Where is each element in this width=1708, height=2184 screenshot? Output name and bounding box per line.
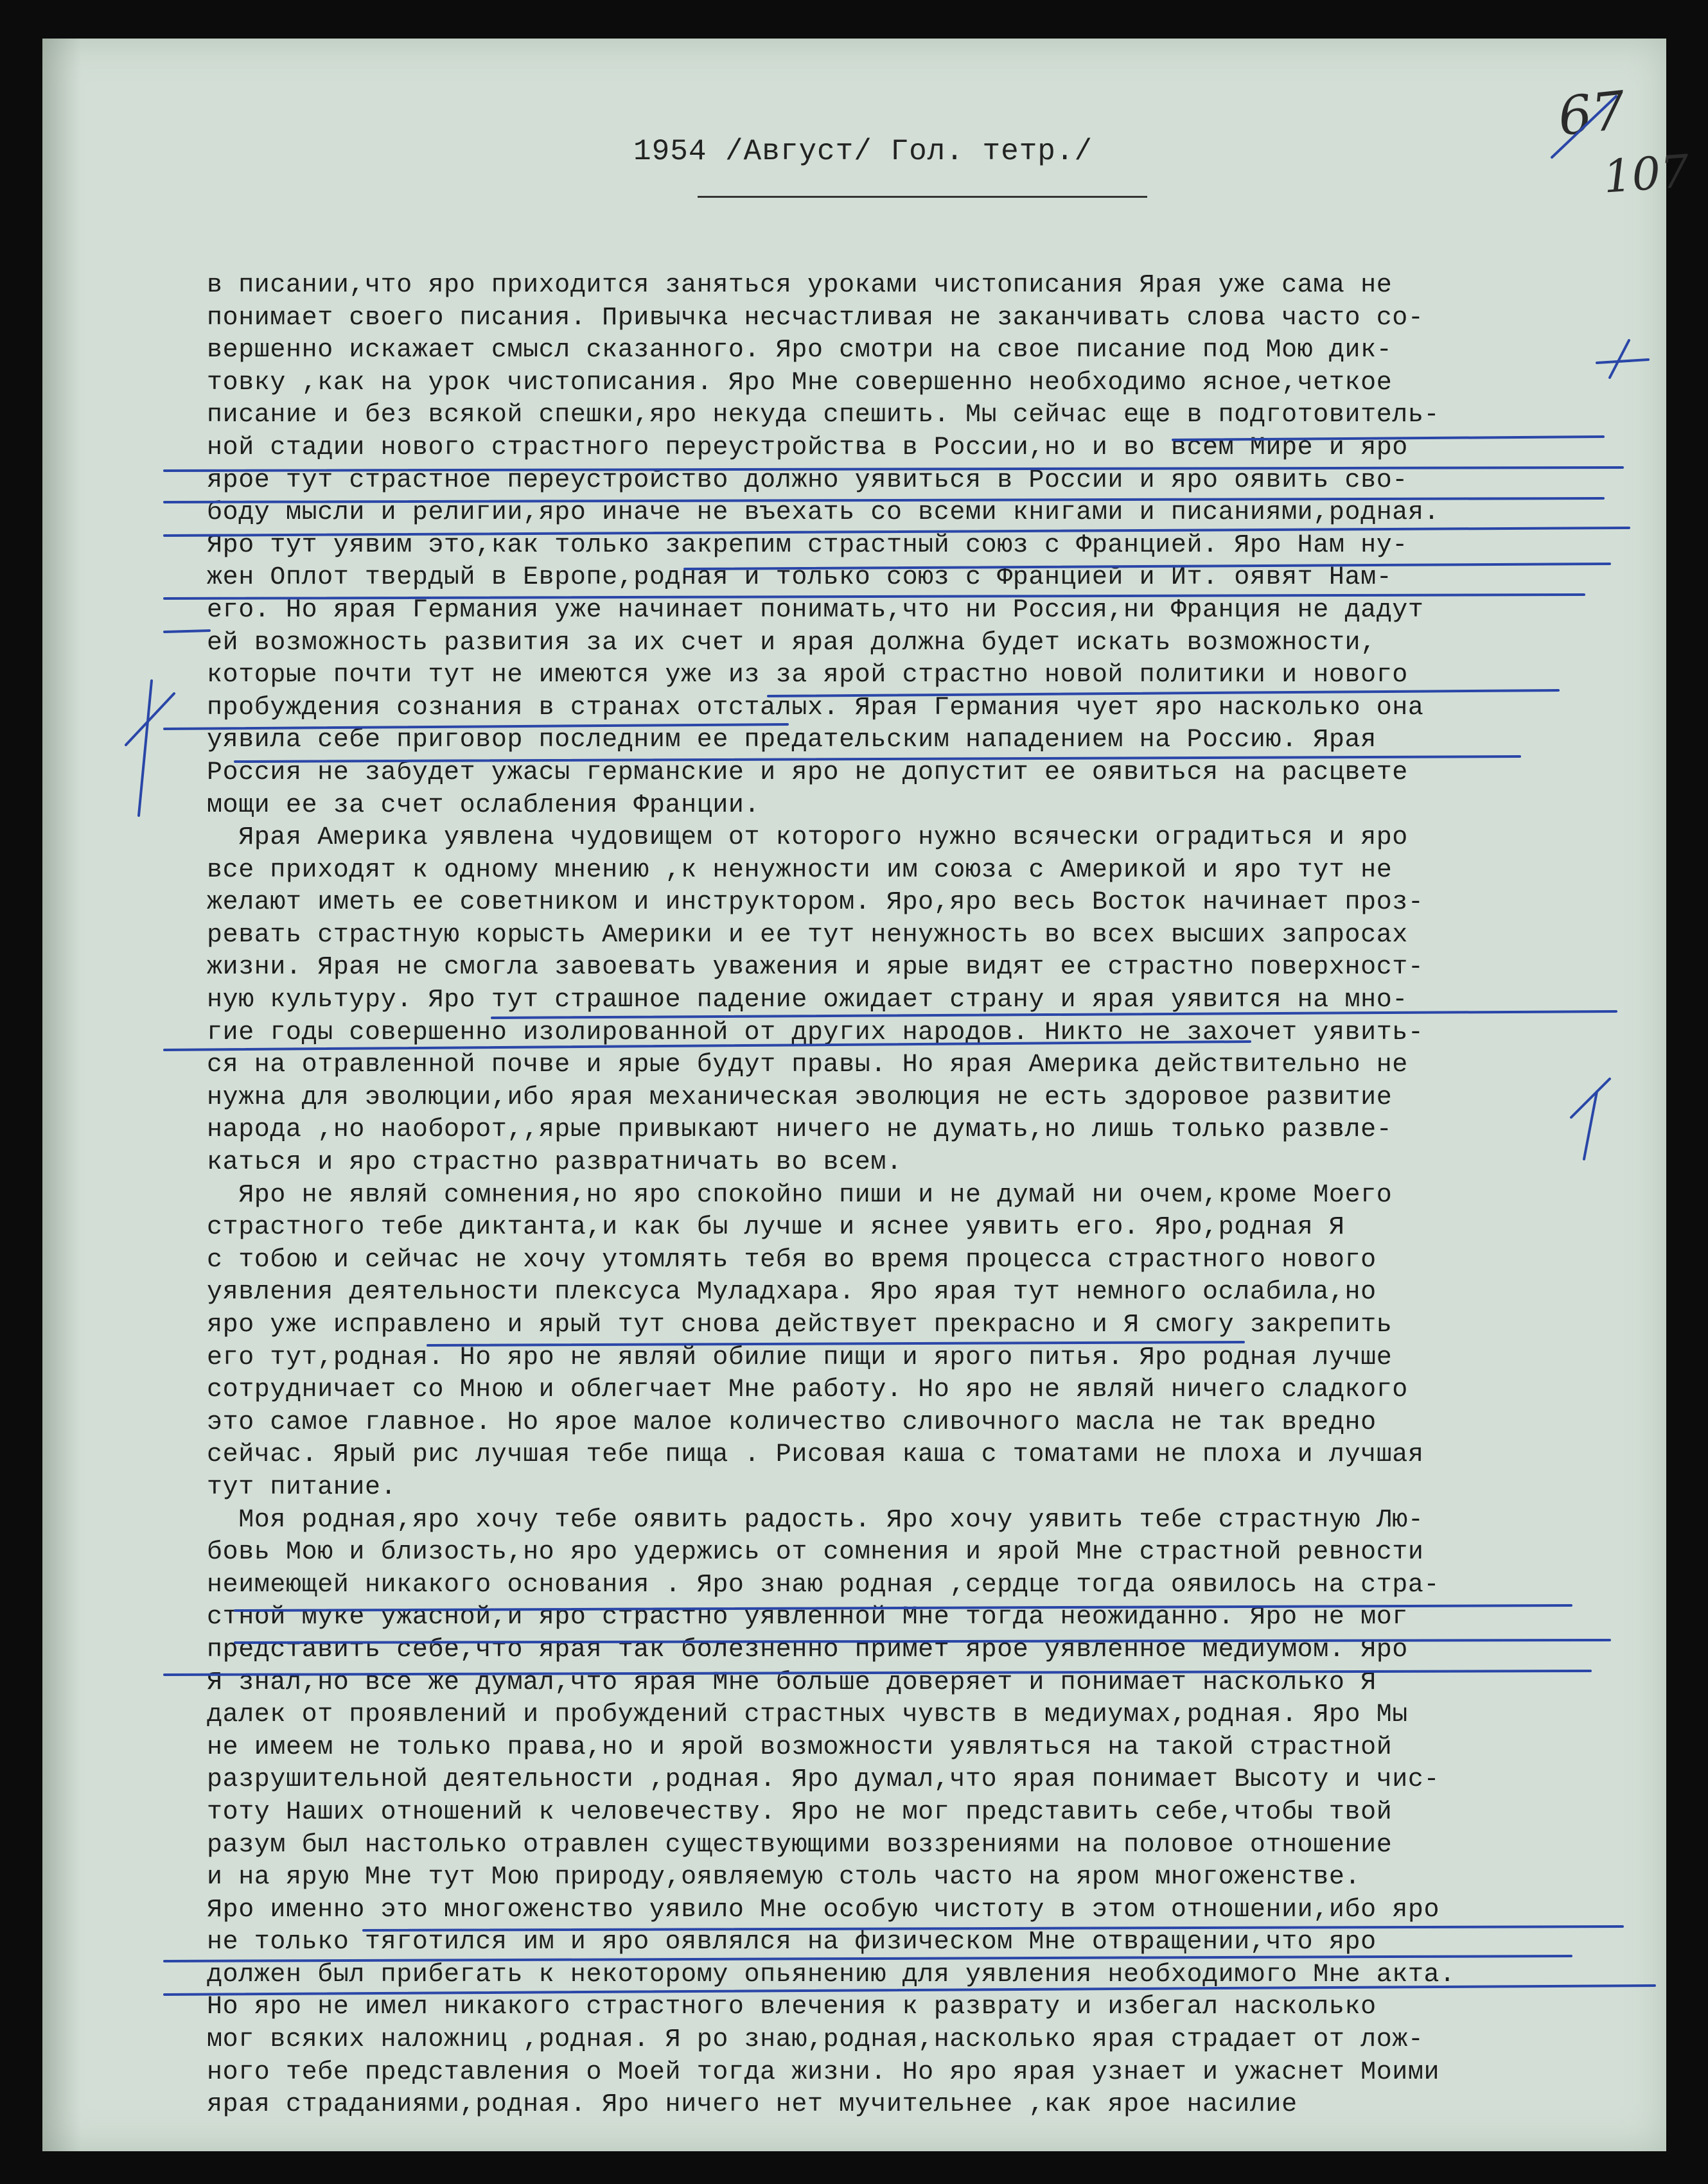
text-line: представить себе,что ярая так болезненно примет ярое уявленное медиумом. Яро <box>207 1635 1408 1664</box>
typed-text-body <box>207 270 1684 2122</box>
text-line: жен Оплот твердый в Европе,родная и только союз с Францией и Ит. оявят Нам- <box>207 563 1393 593</box>
text-line: нужна для эволюции,ибо ярая механическая эволюция не есть здоровое развитие <box>207 1083 1393 1112</box>
text-line: писание и без всякой спешки,яро некуда спешить. Мы сейчас еще в подготовитель- <box>207 401 1440 430</box>
text-line: желают иметь ее советником и инструктором. Яро,яро весь Восток начинает проз- <box>207 888 1424 918</box>
text-line: ярая страданиями,родная. Яро ничего нет мучительнее ,как ярое насилие <box>207 2090 1298 2120</box>
text-line: должен был прибегать к некоторому опьянению для уявления необходимого Мне акта. <box>207 1960 1456 1989</box>
text-line: сейчас. Ярый рис лучшая тебе пища . Рисовая каша с томатами не плоха и лучшая <box>207 1440 1424 1470</box>
text-line: тут питание. <box>207 1472 397 1502</box>
text-line: гие годы совершенно изолированной от других народов. Никто не захочет уявить- <box>207 1018 1424 1047</box>
handwritten-folio-crossed: 67 <box>1555 80 1629 148</box>
text-line: мощи ее за счет ослабления Франции. <box>207 791 761 820</box>
text-line: ного тебе представления о Моей тогда жизни. Но яро ярая узнает и ужаснет Моими <box>207 2057 1440 2087</box>
text-line: далек от проявлений и пробуждений страстных чувств в медиумах,родная. Яро Мы <box>207 1700 1408 1730</box>
text-line: в писании,что яро приходится заняться уроками чистописания Ярая уже сама не <box>207 271 1393 300</box>
text-line: разрушительной деятельности ,родная. Яро думал,что ярая понимает Высоту и чис- <box>207 1765 1440 1795</box>
text-line: ревать страстную корысть Америки и ее тут ненужность во всех высших запросах <box>207 920 1408 950</box>
text-line: с тобою и сейчас не хочу утомлять тебя во время процесса страстного нового <box>207 1245 1377 1275</box>
document-page <box>42 39 1691 2151</box>
text-line: бовь Мою и близость,но яро удержись от сомнения и ярой Мне страстной ревности <box>207 1538 1424 1568</box>
text-line: боду мысли и религии,яро иначе не въехать со всеми книгами и писаниями,родная. <box>207 498 1440 528</box>
text-line: сотрудничает со Мною и облегчает Мне работу. Но яро не являй ничего сладкого <box>207 1376 1408 1405</box>
page-shadow <box>42 39 81 2151</box>
handwritten-folio: 107 <box>1601 144 1691 204</box>
text-line: уявления деятельности плексуса Муладхара. Яро ярая тут немного ослабила,но <box>207 1278 1377 1307</box>
text-line: стной муке ужасной,и яро страстно уявленной Мне тогда неожиданно. Яро не мог <box>207 1603 1408 1632</box>
text-line: мог всяких наложниц ,родная. Я ро знаю,родная,насколько ярая страдает от лож- <box>207 2025 1424 2055</box>
text-line: народа ,но наоборот,,ярые привыкают ничего не думать,но лишь только развле- <box>207 1115 1393 1145</box>
text-line: Но яро не имел никакого страстного влечения к разврату и избегал насколько <box>207 1993 1377 2022</box>
text-line: каться и яро страстно развратничать во всем. <box>207 1148 902 1178</box>
text-line: и на ярую Мне тут Мою природу,оявляемую столь часто на яром многоженстве. <box>207 1863 1361 1892</box>
text-line: тоту Наших отношений к человечеству. Яро не мог представить себе,чтобы твой <box>207 1797 1393 1827</box>
text-line: все приходят к одному мнению ,к ненужности им союза с Америкой и яро тут не <box>207 855 1393 885</box>
text-line: ной стадии нового страстного переустройства в России,но и во всем Мире и яро <box>207 433 1408 462</box>
text-line: которые почти тут не имеются уже из за ярой страстно новой политики и нового <box>207 661 1408 690</box>
text-line: уявила себе приговор последним ее предательским нападением на Россию. Ярая <box>207 726 1377 755</box>
text-line: жизни. Ярая не смогла завоевать уважения и ярые видят ее страстно поверхност- <box>207 953 1424 983</box>
text-line: Моя родная,яро хочу тебе оявить радость. Яро хочу уявить тебе страстную Лю- <box>207 1505 1424 1535</box>
text-line: Яро именно это многоженство уявило Мне особую чистоту в этом отношении,ибо яро <box>207 1895 1440 1925</box>
text-line: ся на отравленной почве и ярые будут правы. Но ярая Америка действительно не <box>207 1051 1408 1080</box>
text-line: понимает своего писания. Привычка несчастливая не заканчивать слова часто со- <box>207 303 1424 333</box>
text-line: яро уже исправлено и ярый тут снова действует прекрасно и Я смогу закрепить <box>207 1311 1393 1340</box>
text-line: Ярая Америка уявлена чудовищем от которого нужно всячески оградиться и яро <box>207 823 1408 853</box>
text-line: Я знал,но все же думал,что ярая Мне больше доверяет и понимает насколько Я <box>207 1668 1377 1697</box>
text-line: страстного тебе диктанта,и как бы лучше и яснее уявить его. Яро,родная Я <box>207 1213 1345 1243</box>
text-line: разум был настолько отравлен существующими воззрениями на половое отношение <box>207 1830 1393 1860</box>
text-line: его тут,родная. Но яро не являй обилие пищи и ярого питья. Яро родная лучше <box>207 1343 1393 1372</box>
text-line: ей возможность развития за их счет и ярая должна будет искать возможности, <box>207 628 1377 658</box>
text-line: неимеющей никакого основания . Яро знаю родная ,сердце тогда оявилось на стра- <box>207 1570 1440 1600</box>
text-line: Яро не являй сомнения,но яро спокойно пиши и не думай ни очем,кроме Моего <box>207 1180 1393 1210</box>
text-line: вершенно искажает смысл сказанного. Яро смотри на свое писание под Мою дик- <box>207 336 1393 365</box>
text-line: пробуждения сознания в странах отсталых. Ярая Германия чует яро насколько она <box>207 693 1424 722</box>
page-header: 1954 /Август/ Гол. тетр./ <box>633 135 1093 168</box>
text-line: товку ,как на урок чистописания. Яро Мне совершенно необходимо ясное,четкое <box>207 368 1393 397</box>
text-line: не имеем не только права,но и ярой возможности уявляться на такой страстной <box>207 1733 1393 1762</box>
text-line: ную культуру. Яро тут страшное падение ожидает страну и ярая уявится на мно- <box>207 986 1408 1015</box>
text-line: не только тяготился им и яро оявлялся на физическом Мне отвращении,что яро <box>207 1928 1377 1957</box>
text-line: ярое тут страстное переустройство должно уявиться в России и яро оявить сво- <box>207 466 1408 495</box>
text-line: это самое главное. Но ярое малое количество сливочного масла не так вредно <box>207 1408 1377 1437</box>
text-line: его. Но ярая Германия уже начинает понимать,что ни Россия,ни Франция не дадут <box>207 595 1424 625</box>
header-underline <box>698 196 1147 198</box>
text-line: Россия не забудет ужасы германские и яро не допустит ее оявиться на расцвете <box>207 758 1408 787</box>
text-line: Яро тут уявим это,как только закрепим страстный союз с Францией. Яро Нам ну- <box>207 530 1408 560</box>
margin-cross-mark-left <box>126 694 174 745</box>
